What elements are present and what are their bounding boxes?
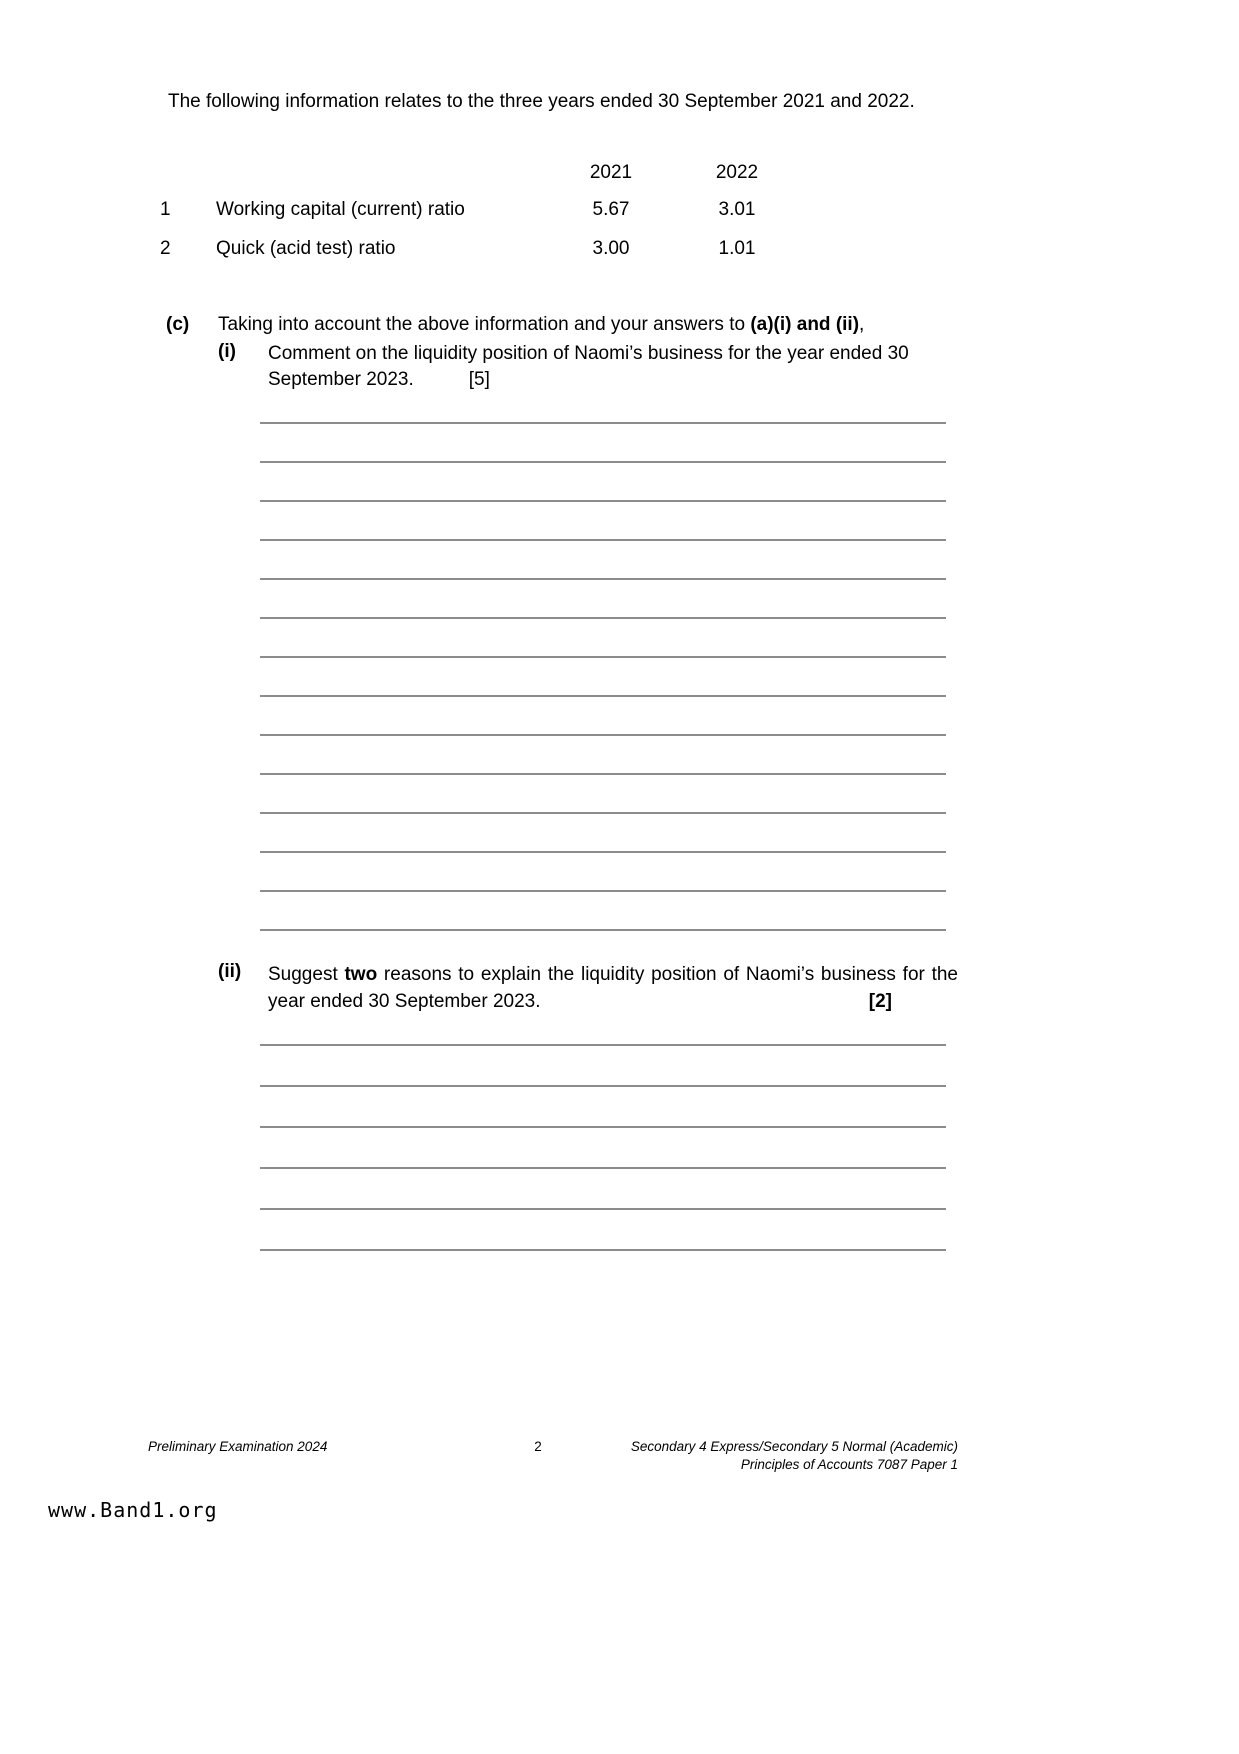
- question-c-text-end: ,: [859, 314, 865, 335]
- ratio-value-2022: 3.01: [718, 199, 756, 220]
- answer-line: [260, 463, 946, 502]
- answer-line: [260, 1128, 946, 1169]
- answer-lines-part-i: [260, 385, 946, 931]
- question-c-text-bold: (a)(i) and (ii): [750, 314, 860, 335]
- row-number: 1: [160, 199, 171, 220]
- answer-lines-part-ii: [260, 1005, 946, 1251]
- watermark-url: www.Band1.org: [48, 1498, 218, 1522]
- footer-paper-info: [538, 1438, 958, 1474]
- question-c-label: (c): [166, 314, 190, 335]
- part-ii-text-before: Suggest: [268, 964, 345, 985]
- question-c-text: [218, 314, 958, 336]
- answer-line: [260, 736, 946, 775]
- answer-line: [260, 658, 946, 697]
- part-ii-text-bold: two: [344, 964, 378, 985]
- question-c: [166, 314, 966, 336]
- part-i-marks: [5]: [468, 369, 490, 390]
- answer-line: [260, 385, 946, 424]
- ratio-value-2021: 5.67: [592, 199, 630, 220]
- part-ii-label: (ii): [218, 961, 242, 982]
- part-i-question-text: Comment on the liquidity position of Naomi’s business for the year ended 30 September 2023.: [268, 343, 909, 390]
- answer-line: [260, 1046, 946, 1087]
- answer-line: [260, 892, 946, 931]
- answer-line: [260, 814, 946, 853]
- ratio-label: Quick (acid test) ratio: [216, 238, 396, 259]
- answer-line: [260, 619, 946, 658]
- question-c-text-plain: Taking into account the above information and your answers to: [218, 314, 751, 335]
- answer-line: [260, 853, 946, 892]
- ratio-label: Working capital (current) ratio: [216, 199, 465, 220]
- intro-paragraph: The following information relates to the three years ended 30 September 2021 and 2022.: [168, 91, 915, 112]
- part-ii-text-after: reasons to explain the liquidity position of Naomi’s business for the year ended 30 September 2023.: [268, 964, 958, 1012]
- column-header-2022: 2022: [715, 162, 759, 183]
- answer-line: [260, 1005, 946, 1046]
- answer-line: [260, 502, 946, 541]
- answer-line: [260, 1087, 946, 1128]
- part-ii-marks: [2]: [868, 991, 892, 1012]
- answer-line: [260, 580, 946, 619]
- answer-line: [260, 541, 946, 580]
- footer-exam-name: Preliminary Examination 2024: [148, 1439, 328, 1454]
- ratio-value-2021: 3.00: [592, 238, 630, 259]
- footer-paper-info-line1: Secondary 4 Express/Secondary 5 Normal (Academic): [630, 1439, 958, 1454]
- column-header-2021: 2021: [589, 162, 633, 183]
- answer-line: [260, 1169, 946, 1210]
- table-header-row: [160, 162, 820, 184]
- answer-line: [260, 1210, 946, 1251]
- table-row: [160, 199, 820, 221]
- ratio-value-2022: 1.01: [718, 238, 756, 259]
- table-row: [160, 238, 820, 260]
- answer-line: [260, 775, 946, 814]
- part-i-label: (i): [218, 341, 236, 362]
- answer-line: [260, 697, 946, 736]
- footer-paper-info-line2: Principles of Accounts 7087 Paper 1: [740, 1457, 958, 1472]
- ratio-table: [160, 162, 820, 277]
- row-number: 2: [160, 238, 171, 259]
- footer-page-number: 2: [534, 1439, 542, 1454]
- answer-line: [260, 424, 946, 463]
